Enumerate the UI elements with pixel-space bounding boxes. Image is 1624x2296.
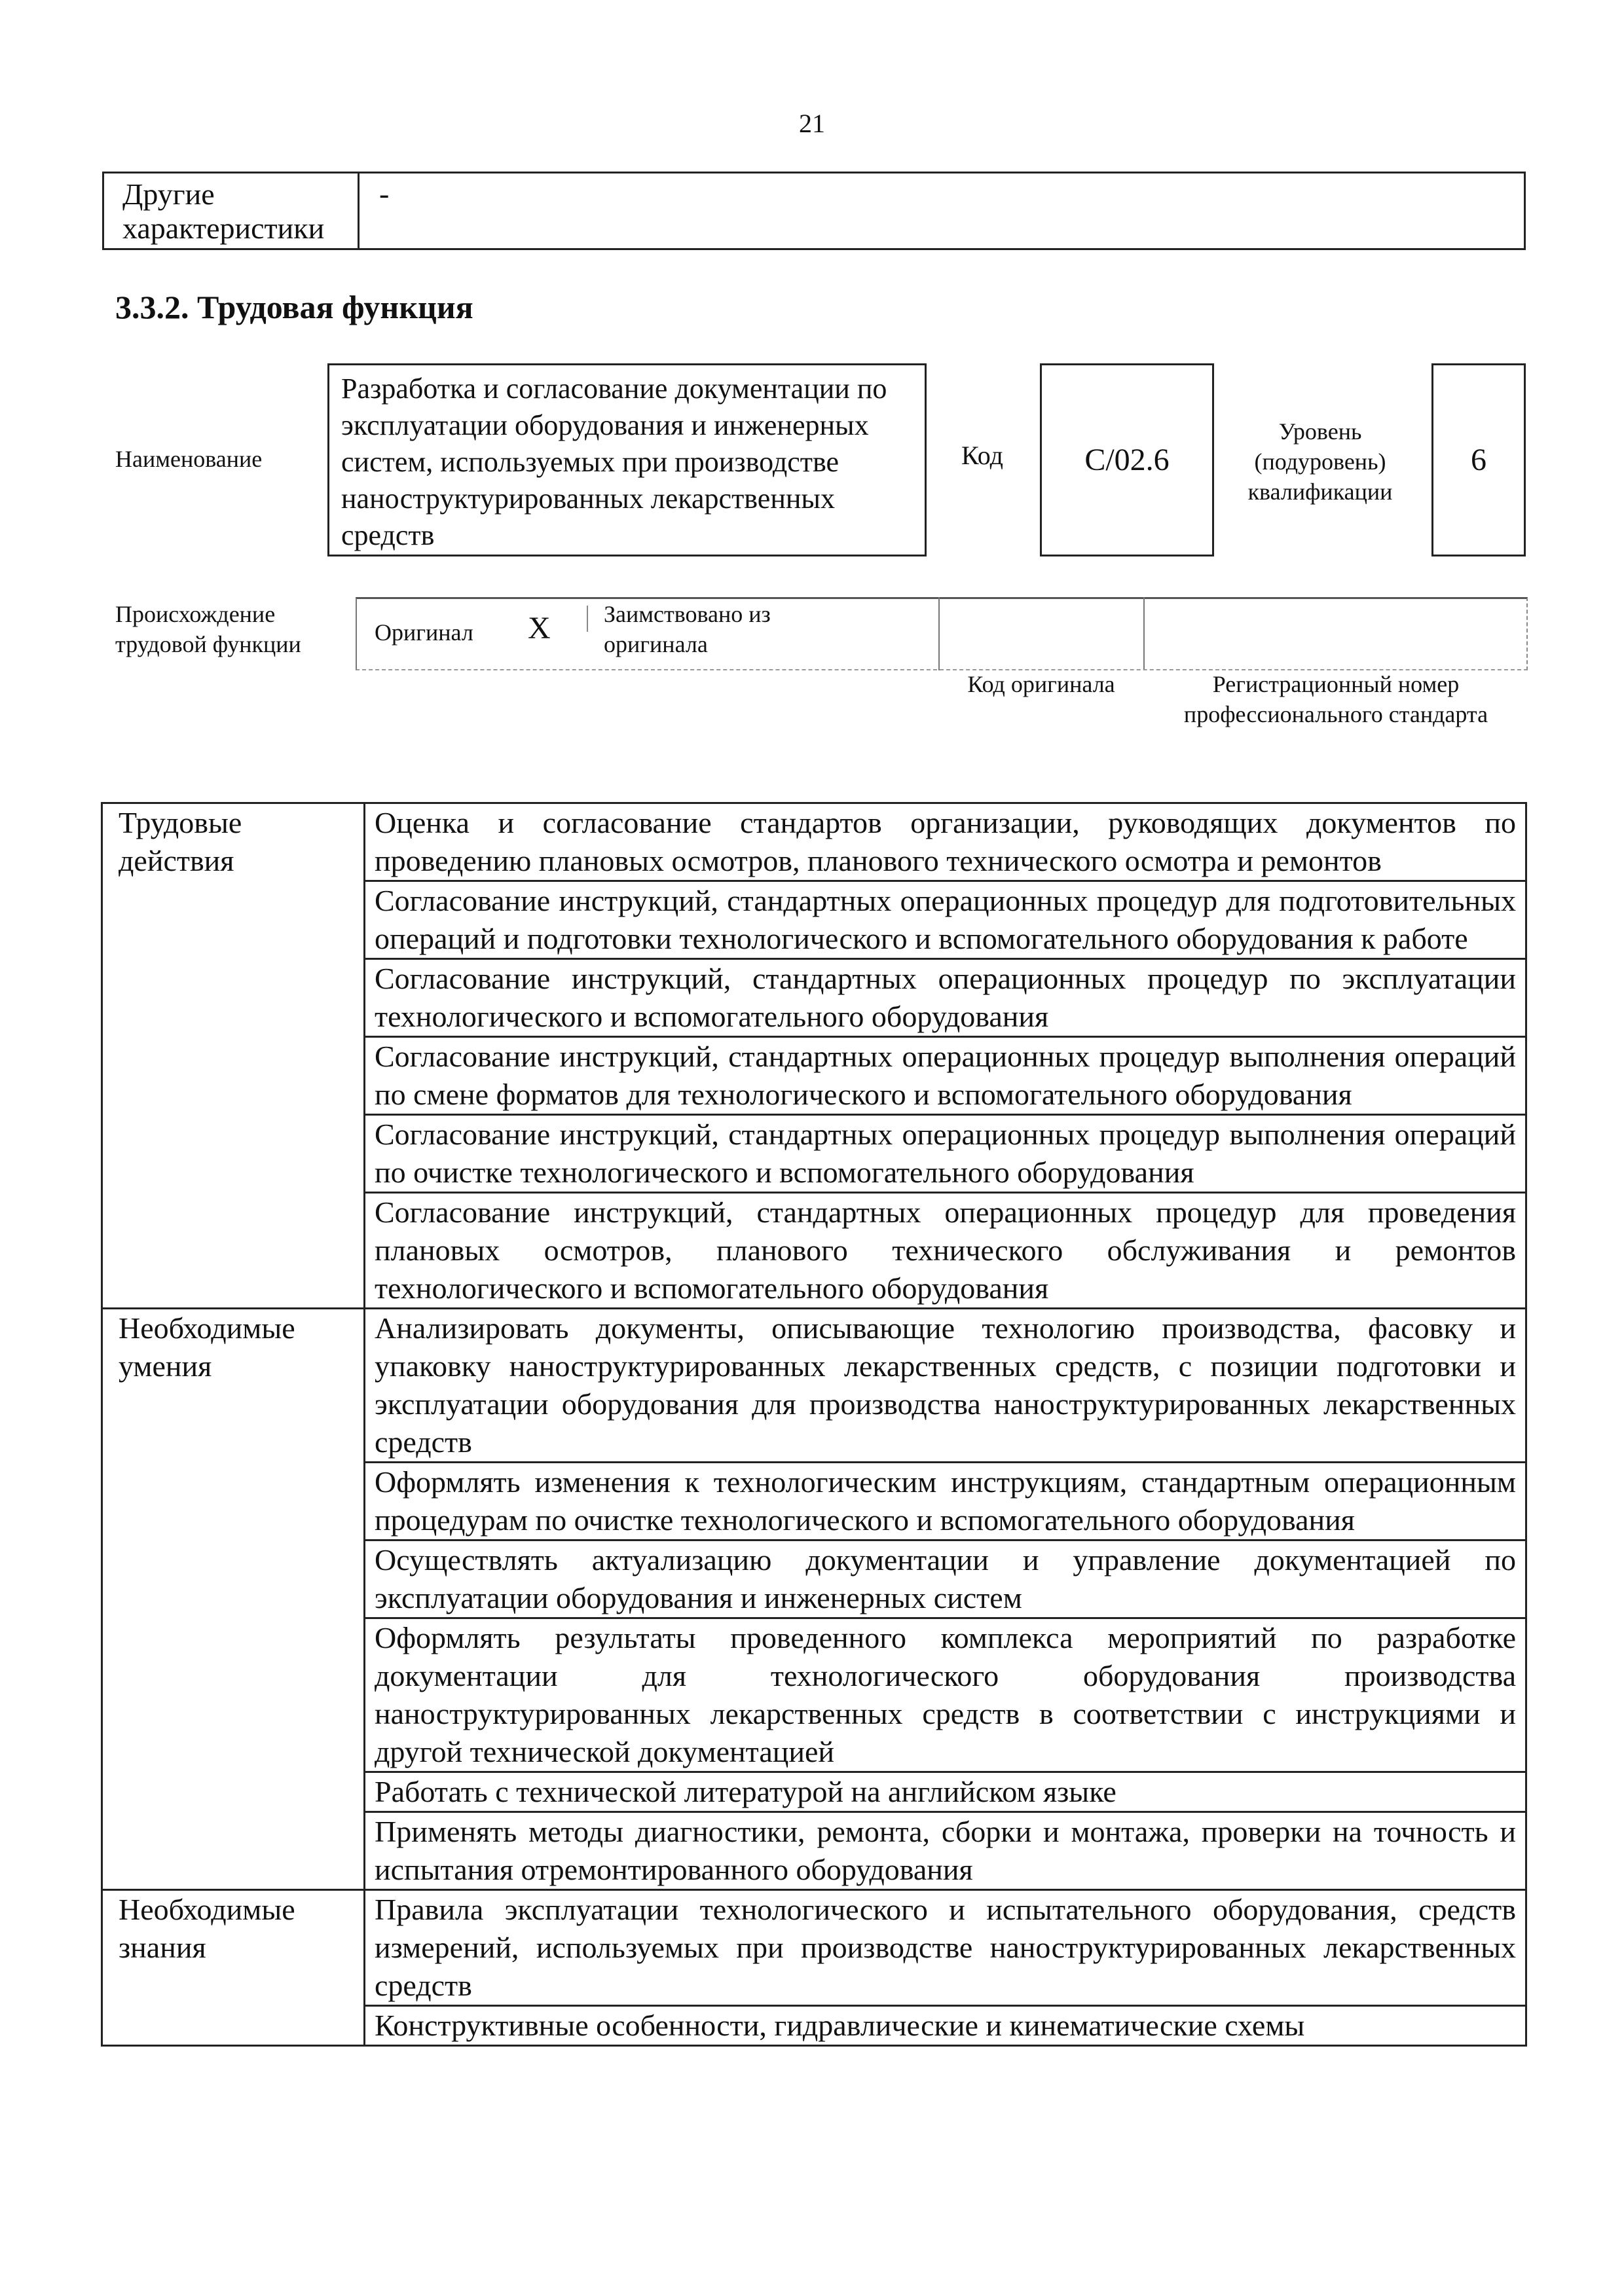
required-skills-label: Необходимые умения <box>102 1309 365 1890</box>
other-characteristics-table <box>102 172 1526 250</box>
required-skills-item: Анализировать документы, описывающие технологию производства, фасовку и упаковку наноструктурированных лекарственных средств, с позиции подготовки и эксплуатации оборудования для производства наноструктурированных лекарственных средств <box>365 1309 1526 1463</box>
labor-actions-item: Согласование инструкций, стандартных операционных процедур выполнения операций по очистке технологического и вспомогательного оборудования <box>365 1115 1526 1193</box>
function-code-value: С/02.6 <box>1084 443 1170 477</box>
registration-number-caption: Регистрационный номер профессионального стандарта <box>1183 671 1488 727</box>
origin-borrowed-label: Заимствовано из оригинала <box>604 601 771 657</box>
required-knowledge-item: Правила эксплуатации технологического и испытательного оборудования, средств измерений, используемых при производстве наноструктурированных лекарственных средств <box>365 1890 1526 2006</box>
table-row <box>102 1890 1526 2006</box>
other-characteristics-value: - <box>379 177 390 210</box>
original-code-caption: Код оригинала <box>967 671 1115 697</box>
required-skills-item: Применять методы диагностики, ремонта, сборки и монтажа, проверки на точность и испытания отремонтированного оборудования <box>365 1812 1526 1890</box>
table-row <box>102 1309 1526 1463</box>
required-skills-item: Работать с технической литературой на английском языке <box>365 1772 1526 1812</box>
function-name: Разработка и согласование документации по эксплуатации оборудования и инженерных систем, используемых при производстве наноструктурированных лекарственных средств <box>327 363 927 556</box>
labor-actions-item: Согласование инструкций, стандартных операционных процедур для подготовительных операций и подготовки технологического и вспомогательного оборудования к работе <box>365 881 1526 959</box>
table-row <box>102 803 1526 881</box>
origin-label: Происхождение трудовой функции <box>115 601 301 657</box>
other-characteristics-label: Другие характеристики <box>104 173 360 248</box>
labor-actions-label: Трудовые действия <box>102 803 365 1309</box>
function-code <box>1040 363 1214 556</box>
section-title: 3.3.2. Трудовая функция <box>115 289 473 325</box>
origin-divider <box>938 597 940 670</box>
required-skills-item: Оформлять изменения к технологическим инструкциям, стандартным операционным процедурам по очистке технологического и вспомогательного оборудования <box>365 1463 1526 1540</box>
labor-actions-item: Согласование инструкций, стандартных операционных процедур выполнения операций по смене форматов для технологического и вспомогательного оборудования <box>365 1037 1526 1115</box>
required-skills-item: Оформлять результаты проведенного комплекса мероприятий по разработке документации для технологического оборудования производства наноструктурированных лекарственных средств в соответствии с инструкциями и другой технической документацией <box>365 1618 1526 1772</box>
origin-original-label: Оригинал <box>375 619 473 646</box>
origin-divider <box>587 606 588 632</box>
origin-divider <box>1143 597 1145 669</box>
labor-actions-item: Оценка и согласование стандартов организации, руководящих документов по проведению плановых осмотров, планового технического осмотра и ремонтов <box>365 803 1526 881</box>
origin-original-mark: X <box>528 611 551 646</box>
labor-actions-item: Согласование инструкций, стандартных операционных процедур по эксплуатации технологического и вспомогательного оборудования <box>365 959 1526 1037</box>
function-details-table <box>101 802 1527 2047</box>
qualification-level <box>1431 363 1526 556</box>
page-number: 21 <box>799 109 825 138</box>
name-label: Наименование <box>115 446 263 472</box>
required-knowledge-label: Необходимые знания <box>102 1890 365 2046</box>
qualification-level-label: Уровень (подуровень) квалификации <box>1247 418 1393 505</box>
labor-actions-item: Согласование инструкций, стандартных операционных процедур для проведения плановых осмотров, планового технического обслуживания и ремонтов технологического и вспомогательного оборудования <box>365 1193 1526 1309</box>
code-label: Код <box>961 441 1003 470</box>
required-knowledge-item: Конструктивные особенности, гидравлические и кинематические схемы <box>365 2006 1526 2046</box>
qualification-level-value: 6 <box>1471 443 1486 477</box>
required-skills-item: Осуществлять актуализацию документации и управление документацией по эксплуатации оборудования и инженерных систем <box>365 1540 1526 1618</box>
